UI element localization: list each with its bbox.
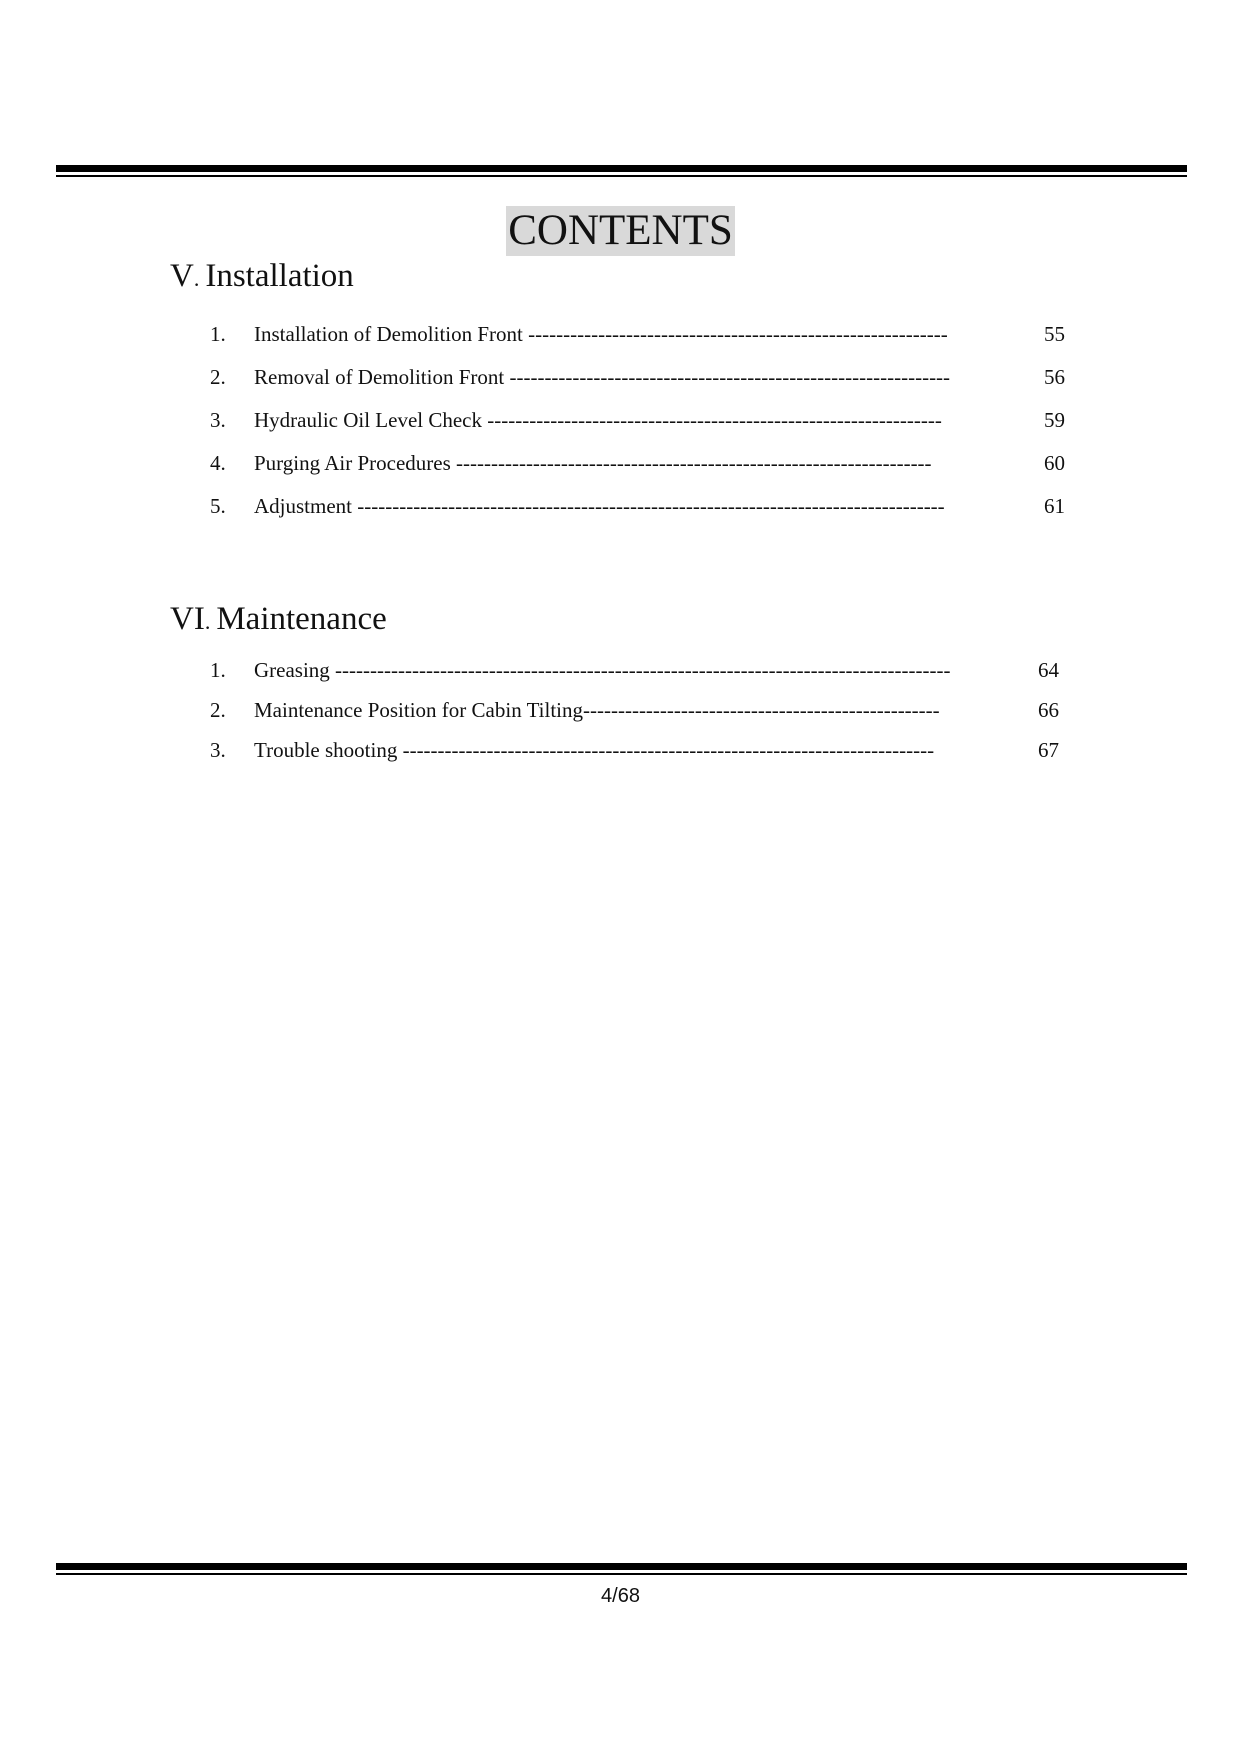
toc-entry-label: Trouble shooting ---------------------------------------------------------------------------- (254, 738, 935, 762)
toc-entry-page: 67 (1038, 738, 1059, 762)
toc-entry-number: 1. (210, 322, 226, 346)
numeral-dot: . (204, 609, 211, 634)
toc-entry-label: Hydraulic Oil Level Check ----------------------------------------------------------------- (254, 408, 942, 432)
toc-entry-page: 59 (1044, 408, 1065, 432)
page-title-container (0, 206, 1241, 256)
toc-entry-number: 4. (210, 451, 226, 475)
numeral-dot: . (193, 266, 200, 291)
section-numeral: V (170, 258, 194, 294)
section-heading-text: Maintenance (216, 601, 387, 637)
toc-entry-label: Removal of Demolition Front --------------------------------------------------------------- (254, 365, 951, 389)
toc-entry-number: 2. (210, 698, 226, 722)
section-heading-installation (170, 256, 354, 299)
toc-entry-page: 64 (1038, 658, 1059, 682)
toc-entry-number: 2. (210, 365, 226, 389)
toc-entry-label: Purging Air Procedures -------------------------------------------------------------------- (254, 451, 932, 475)
toc-entry-label: Maintenance Position for Cabin Tilting--------------------------------------------------- (254, 698, 940, 722)
section-numeral: VI (170, 601, 205, 637)
toc-entry-page: 61 (1044, 494, 1065, 518)
toc-entry-page: 60 (1044, 451, 1065, 475)
header-rule (56, 165, 1187, 177)
toc-entry-page: 56 (1044, 365, 1065, 389)
page-title: CONTENTS (508, 207, 733, 254)
footer-rule (56, 1563, 1187, 1575)
section-heading-maintenance (170, 599, 387, 642)
toc-entry-number: 5. (210, 494, 226, 518)
toc-entry-number: 1. (210, 658, 226, 682)
toc-entry-label: Adjustment ------------------------------------------------------------------------------------ (254, 494, 945, 518)
section-heading-text: Installation (205, 258, 354, 294)
toc-entry-page: 55 (1044, 322, 1065, 346)
toc-entry-page: 66 (1038, 698, 1059, 722)
toc-entry-number: 3. (210, 408, 226, 432)
page-number: 4/68 (601, 1585, 640, 1607)
toc-entry-number: 3. (210, 738, 226, 762)
toc-entry-label: Installation of Demolition Front ------------------------------------------------------------ (254, 322, 948, 346)
toc-entry-label: Greasing ---------------------------------------------------------------------------------------- (254, 658, 951, 682)
